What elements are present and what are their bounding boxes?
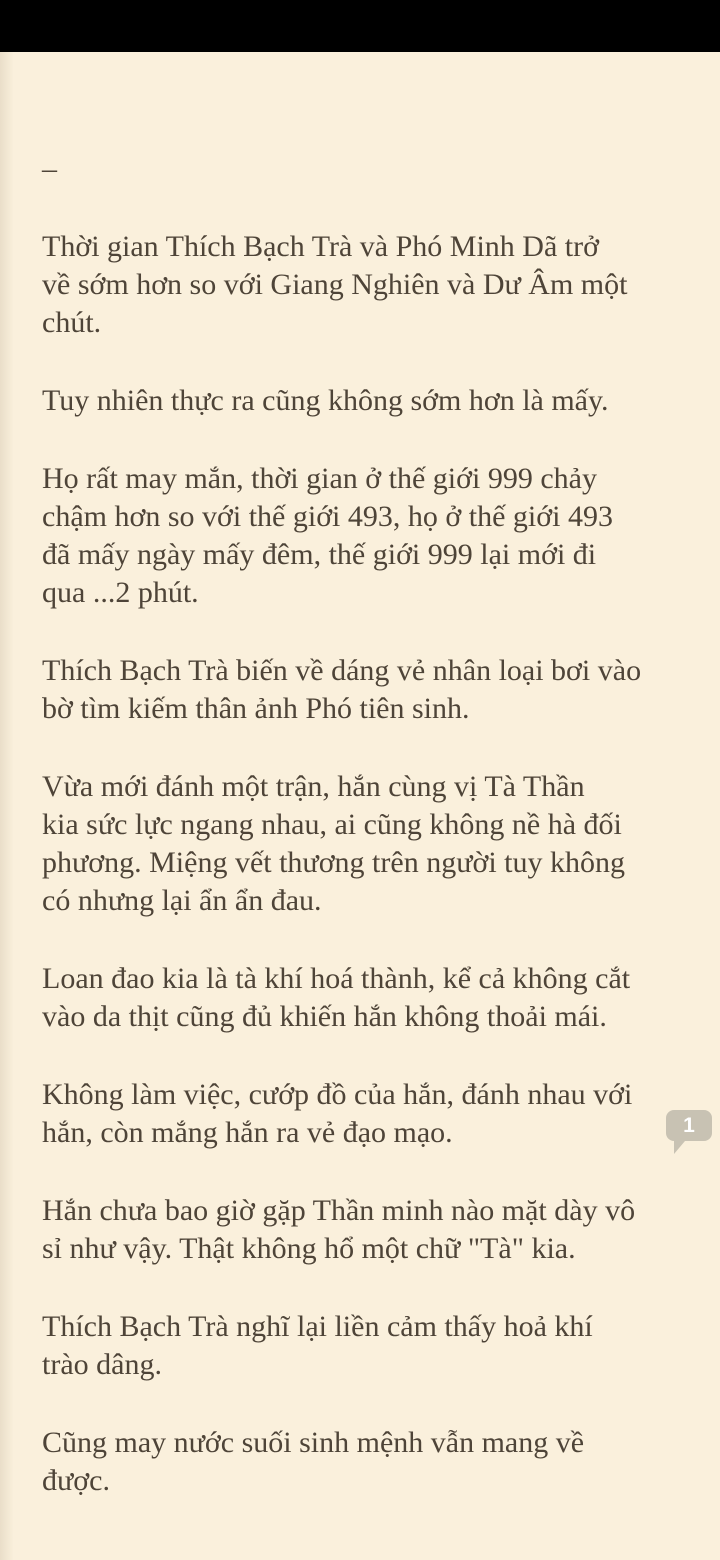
paragraph xyxy=(42,1424,682,1500)
text-line: vào da thịt cũng đủ khiến hắn không thoải mái. xyxy=(42,1000,607,1033)
text-line: Thời gian Thích Bạch Trà và Phó Minh Dã trở xyxy=(42,230,599,263)
text-line: chậm hơn so với thế giới 493, họ ở thế giới 493 xyxy=(42,500,613,533)
paragraph xyxy=(42,1192,682,1268)
text-line: kia sức lực ngang nhau, ai cũng không nề hà đối xyxy=(42,808,622,841)
paragraph xyxy=(42,960,682,1036)
text-line: Loan đao kia là tà khí hoá thành, kể cả không cắt xyxy=(42,962,631,995)
text-line: có nhưng lại ẩn ẩn đau. xyxy=(42,884,322,917)
text-line: qua ...2 phút. xyxy=(42,576,199,609)
paragraph xyxy=(42,460,682,612)
status-bar-cutout xyxy=(0,0,720,52)
paragraph xyxy=(42,652,682,728)
reader-page[interactable] xyxy=(0,52,720,1560)
text-line: trào dâng. xyxy=(42,1348,162,1381)
text-line: về sớm hơn so với Giang Nghiên và Dư Âm một xyxy=(42,268,628,301)
text-line: đã mấy ngày mấy đêm, thế giới 999 lại mới đi xyxy=(42,538,597,571)
text-line: Tuy nhiên thực ra cũng không sớm hơn là mấy. xyxy=(42,384,609,417)
text-line: chút. xyxy=(42,306,102,339)
comment-count-badge[interactable] xyxy=(666,1110,712,1141)
text-line: Thích Bạch Trà biến về dáng vẻ nhân loại bơi vào xyxy=(42,654,642,687)
comment-count: 1 xyxy=(683,1114,695,1137)
text-line: sỉ như vậy. Thật không hổ một chữ "Tà" kia. xyxy=(42,1232,576,1265)
page-edge-shadow xyxy=(0,52,14,1560)
badge-tail-icon xyxy=(674,1141,685,1154)
paragraph xyxy=(42,228,682,342)
text-line: phương. Miệng vết thương trên người tuy không xyxy=(42,846,625,879)
text-line: Hắn chưa bao giờ gặp Thần minh nào mặt dày vô xyxy=(42,1194,636,1227)
separator-dash: – xyxy=(42,152,57,185)
paragraph xyxy=(42,382,682,420)
chapter-text xyxy=(42,150,682,1540)
paragraph xyxy=(42,1308,682,1384)
text-line: bờ tìm kiếm thân ảnh Phó tiên sinh. xyxy=(42,692,470,725)
text-line: Họ rất may mắn, thời gian ở thế giới 999 chảy xyxy=(42,462,597,495)
paragraph xyxy=(42,1076,682,1152)
text-line: hắn, còn mắng hắn ra vẻ đạo mạo. xyxy=(42,1116,453,1149)
text-line: được. xyxy=(42,1464,110,1497)
text-line: Cũng may nước suối sinh mệnh vẫn mang về xyxy=(42,1426,585,1459)
text-line: Thích Bạch Trà nghĩ lại liền cảm thấy hoả khí xyxy=(42,1310,593,1343)
text-line: Vừa mới đánh một trận, hắn cùng vị Tà Thần xyxy=(42,770,585,803)
text-line: Không làm việc, cướp đồ của hắn, đánh nhau với xyxy=(42,1078,633,1111)
paragraph xyxy=(42,768,682,920)
